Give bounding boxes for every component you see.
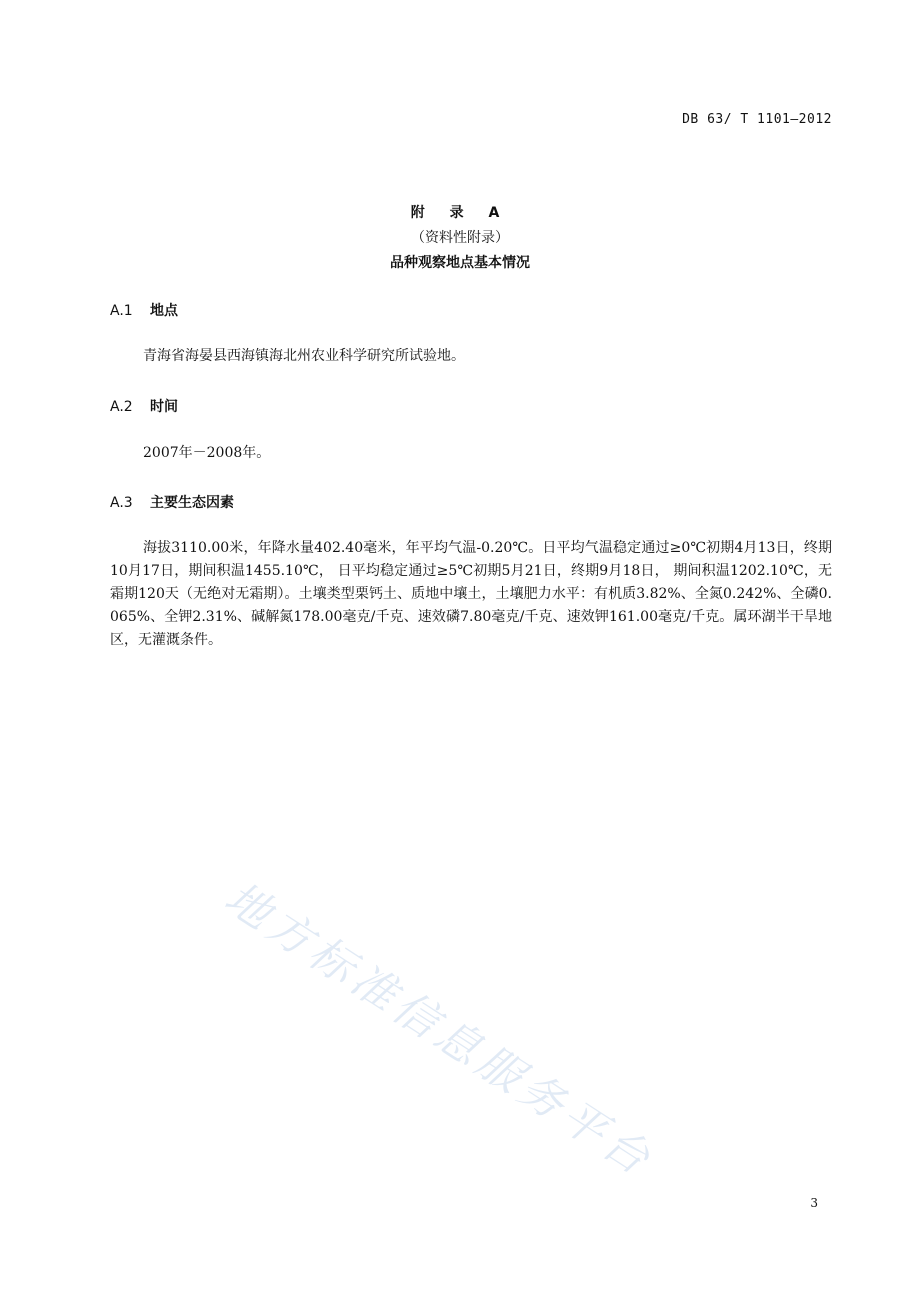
section-heading-a3 bbox=[110, 492, 234, 512]
annex-subtitle: （资料性附录） bbox=[411, 230, 509, 246]
annex-title: 附 录 A bbox=[410, 205, 510, 221]
section-title: 时间 bbox=[150, 399, 178, 415]
section-number: A.3 bbox=[110, 495, 133, 511]
section-number: A.1 bbox=[110, 303, 133, 319]
page-number: 3 bbox=[810, 1196, 818, 1210]
section-heading-a2 bbox=[110, 396, 178, 416]
section-body-location: 青海省海晏县西海镇海北州农业科学研究所试验地。 bbox=[143, 348, 465, 364]
section-body-time: 2007年－2008年。 bbox=[143, 445, 271, 461]
section-heading-a1 bbox=[110, 300, 178, 320]
section-title: 地点 bbox=[150, 303, 178, 319]
section-title: 主要生态因素 bbox=[150, 495, 234, 511]
watermark: 地方标准信息服务平台 bbox=[215, 872, 663, 1188]
annex-heading: 品种观察地点基本情况 bbox=[390, 255, 530, 271]
section-number: A.2 bbox=[110, 399, 133, 415]
document-code: DB 63/ T 1101—2012 bbox=[682, 112, 832, 127]
section-body-ecology: 海拔3110.00米，年降水量402.40毫米，年平均气温-0.20℃。日平均气温稳定通过≥0℃初期4月13日，终期10月17日，期间积温1455.10℃， 日平均稳定通过≥5℃初期5月21日，终期9月18日， 期间积温1202.10℃，无霜期120天（无绝对无霜期）。土壤类型栗钙土、质地中壤土，土壤肥力水平：有机质3.82%、全氮0.242%、全磷0.065%、全钾2.31%、碱解氮178.00毫克/千克、速效磷7.80毫克/千克、速效钾161.00毫克/千克。属环湖半干旱地区，无灌溉条件。 bbox=[110, 540, 832, 648]
